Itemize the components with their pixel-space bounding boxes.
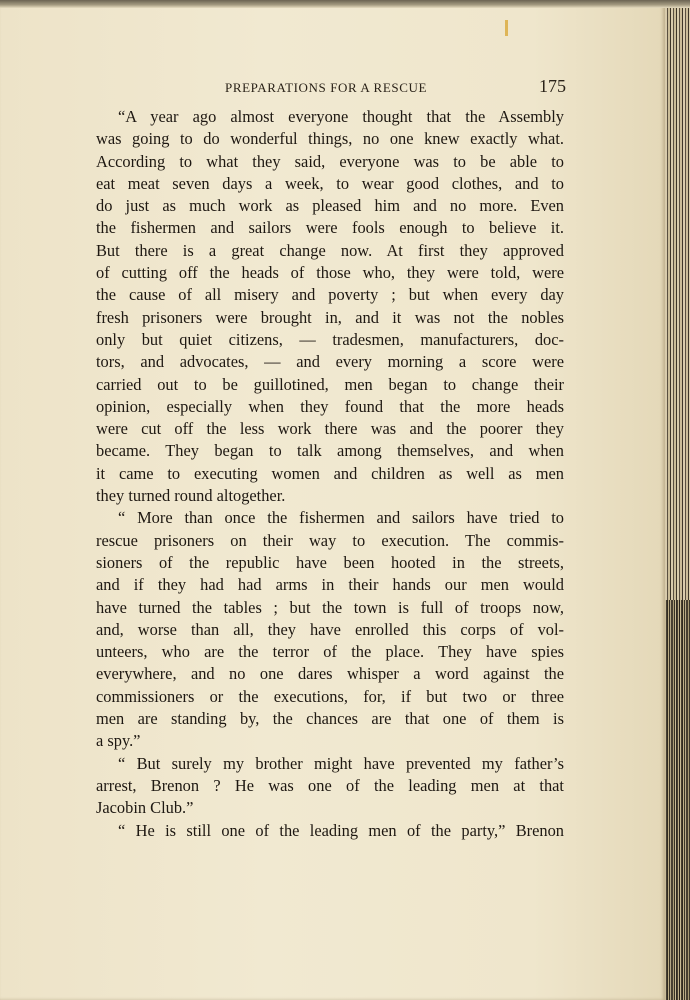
page-smudge: [505, 20, 508, 36]
text-line: a spy.”: [96, 731, 141, 751]
text-line: everywhere, and no one dares whisper a word against the: [96, 664, 564, 684]
page-edges-shadow: [665, 600, 690, 1000]
text-line: “ More than once the fishermen and sailors have tried to: [118, 508, 564, 528]
text-line: unteers, who are the terror of the place. They have spies: [96, 642, 564, 662]
text-line: have turned the tables ; but the town is full of troops now,: [96, 597, 564, 617]
chapter-title: PREPARATIONS FOR A RESCUE: [225, 80, 427, 95]
text-line: the fishermen and sailors were fools enough to believe it.: [96, 218, 564, 238]
body-text: [96, 106, 564, 842]
text-line: “A year ago almost everyone thought that the Assembly: [118, 107, 564, 126]
text-line: and if they had had arms in their hands our men would: [96, 575, 564, 595]
text-line: fresh prisoners were brought in, and it was not the nobles: [96, 307, 564, 327]
text-line: arrest, Brenon ? He was one of the leading men at that: [96, 775, 564, 795]
running-head: [96, 76, 566, 100]
text-line: and, worse than all, they have enrolled this corps of vol-: [96, 619, 564, 639]
text-line: was going to do wonderful things, no one knew exactly what.: [96, 129, 564, 149]
text-line: men are standing by, the chances are that one of them is: [96, 709, 564, 729]
text-line: of cutting off the heads of those who, they were told, were: [96, 263, 564, 283]
text-line: According to what they said, everyone was to be able to: [96, 151, 564, 171]
text-line: eat meat seven days a week, to wear good clothes, and to: [96, 173, 564, 193]
text-line: carried out to be guillotined, men began to change their: [96, 374, 564, 394]
text-line: opinion, especially when they found that the more heads: [96, 396, 564, 416]
text-line: But there is a great change now. At first they approved: [96, 240, 564, 260]
text-line: became. They began to talk among themselves, and when: [96, 441, 564, 461]
text-line: Jacobin Club.”: [96, 798, 194, 818]
page-number: 175: [539, 76, 566, 96]
text-line: they turned round altogether.: [96, 486, 286, 506]
text-line: were cut off the less work there was and the poorer they: [96, 419, 564, 439]
text-line: sioners of the republic have been hooted in the streets,: [96, 552, 564, 572]
text-line: “ He is still one of the leading men of the party,” Brenon: [118, 820, 564, 840]
text-line: only but quiet citizens, — tradesmen, manufacturers, doc-: [96, 329, 564, 349]
text-line: “ But surely my brother might have prevented my father’s: [118, 753, 564, 773]
text-line: tors, and advocates, — and every morning a score were: [96, 352, 564, 372]
text-line: the cause of all misery and poverty ; but when every day: [96, 285, 564, 305]
text-line: commissioners or the executions, for, if but two or three: [96, 686, 564, 706]
text-line: do just as much work as pleased him and no more. Even: [96, 196, 564, 216]
text-line: it came to executing women and children as well as men: [96, 463, 564, 483]
text-line: rescue prisoners on their way to execution. The commis-: [96, 530, 564, 550]
binding-shadow: [0, 0, 690, 8]
